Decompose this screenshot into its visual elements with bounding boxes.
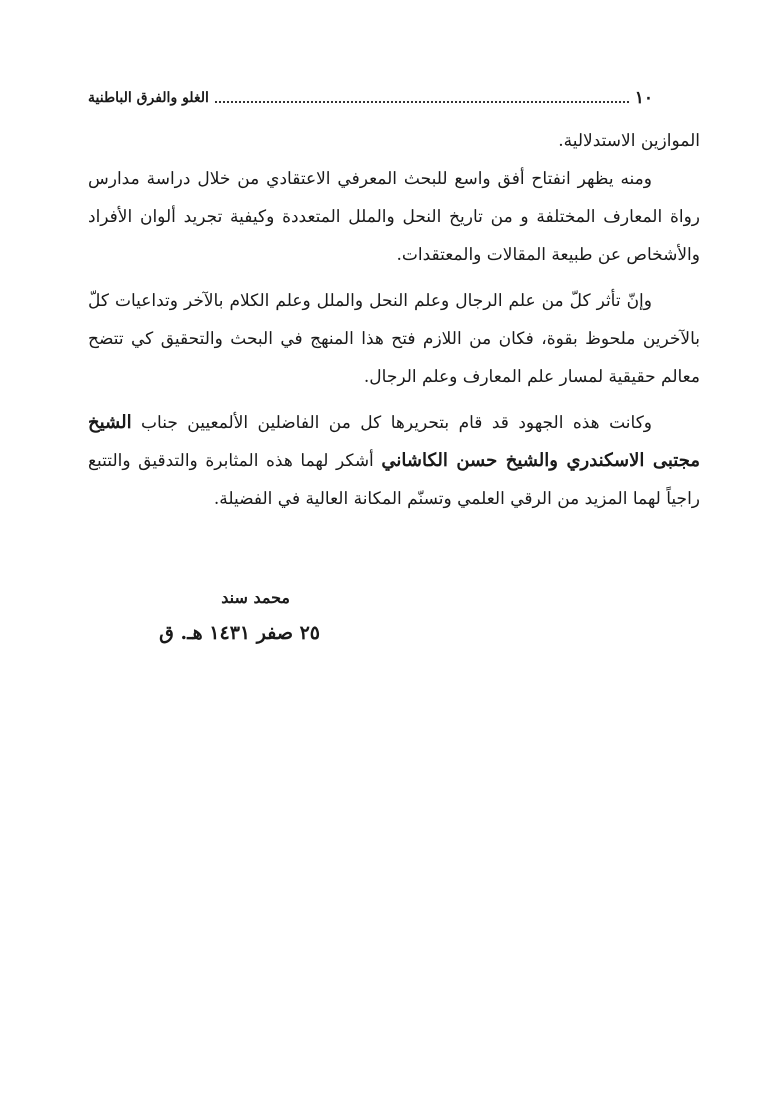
signature-date: ٢٥ صفر ١٤٣١ هـ. ق	[159, 622, 320, 644]
body-text	[88, 122, 700, 518]
paragraph-continuation: الموازين الاستدلالية.	[558, 131, 700, 151]
author-name: محمد سند	[221, 588, 290, 607]
paragraph-research-horizon: ومنه يظهر انفتاح أفق واسع للبحث المعرفي الاعتقادي من خلال دراسة مدارس رواة المعارف المختلفة و من تاريخ النحل والملل المتعددة وكيفية تجريد ألوان الأفراد والأشخاص عن طبيعة المقالات والمعتقدات.	[88, 169, 700, 265]
page-number: ١٠	[634, 88, 653, 108]
signature-block	[159, 585, 320, 655]
acknowledgement-lead: وكانت هذه الجهود قد قام بتحريرها كل من الفاضلين الألمعيين جناب	[131, 413, 652, 433]
running-title: الغلو والفرق الباطنية	[88, 90, 209, 106]
editors-names: الشيخ مجتبى الاسكندري والشيخ حسن الكاشاني	[88, 412, 700, 471]
dot-leader	[215, 101, 629, 103]
paragraph-acknowledgement	[88, 404, 700, 518]
page-header	[88, 84, 653, 112]
paragraph-mutual-influence: وإنّ تأثر كلّ من علم الرجال وعلم النحل والملل وعلم الكلام بالآخر وتداعيات كلّ بالآخرين ملحوظ بقوة، فكان من اللازم فتح هذا المنهج في البحث والتحقيق كي تتضح معالم حقيقية لمسار علم المعارف وعلم الرجال.	[88, 291, 700, 387]
acknowledgement-tail: أشكر لهما هذه المثابرة والتدقيق والتتبع راجياً لهما المزيد من الرقي العلمي وتسنّم المكانة العالية في الفضيلة.	[88, 451, 700, 509]
